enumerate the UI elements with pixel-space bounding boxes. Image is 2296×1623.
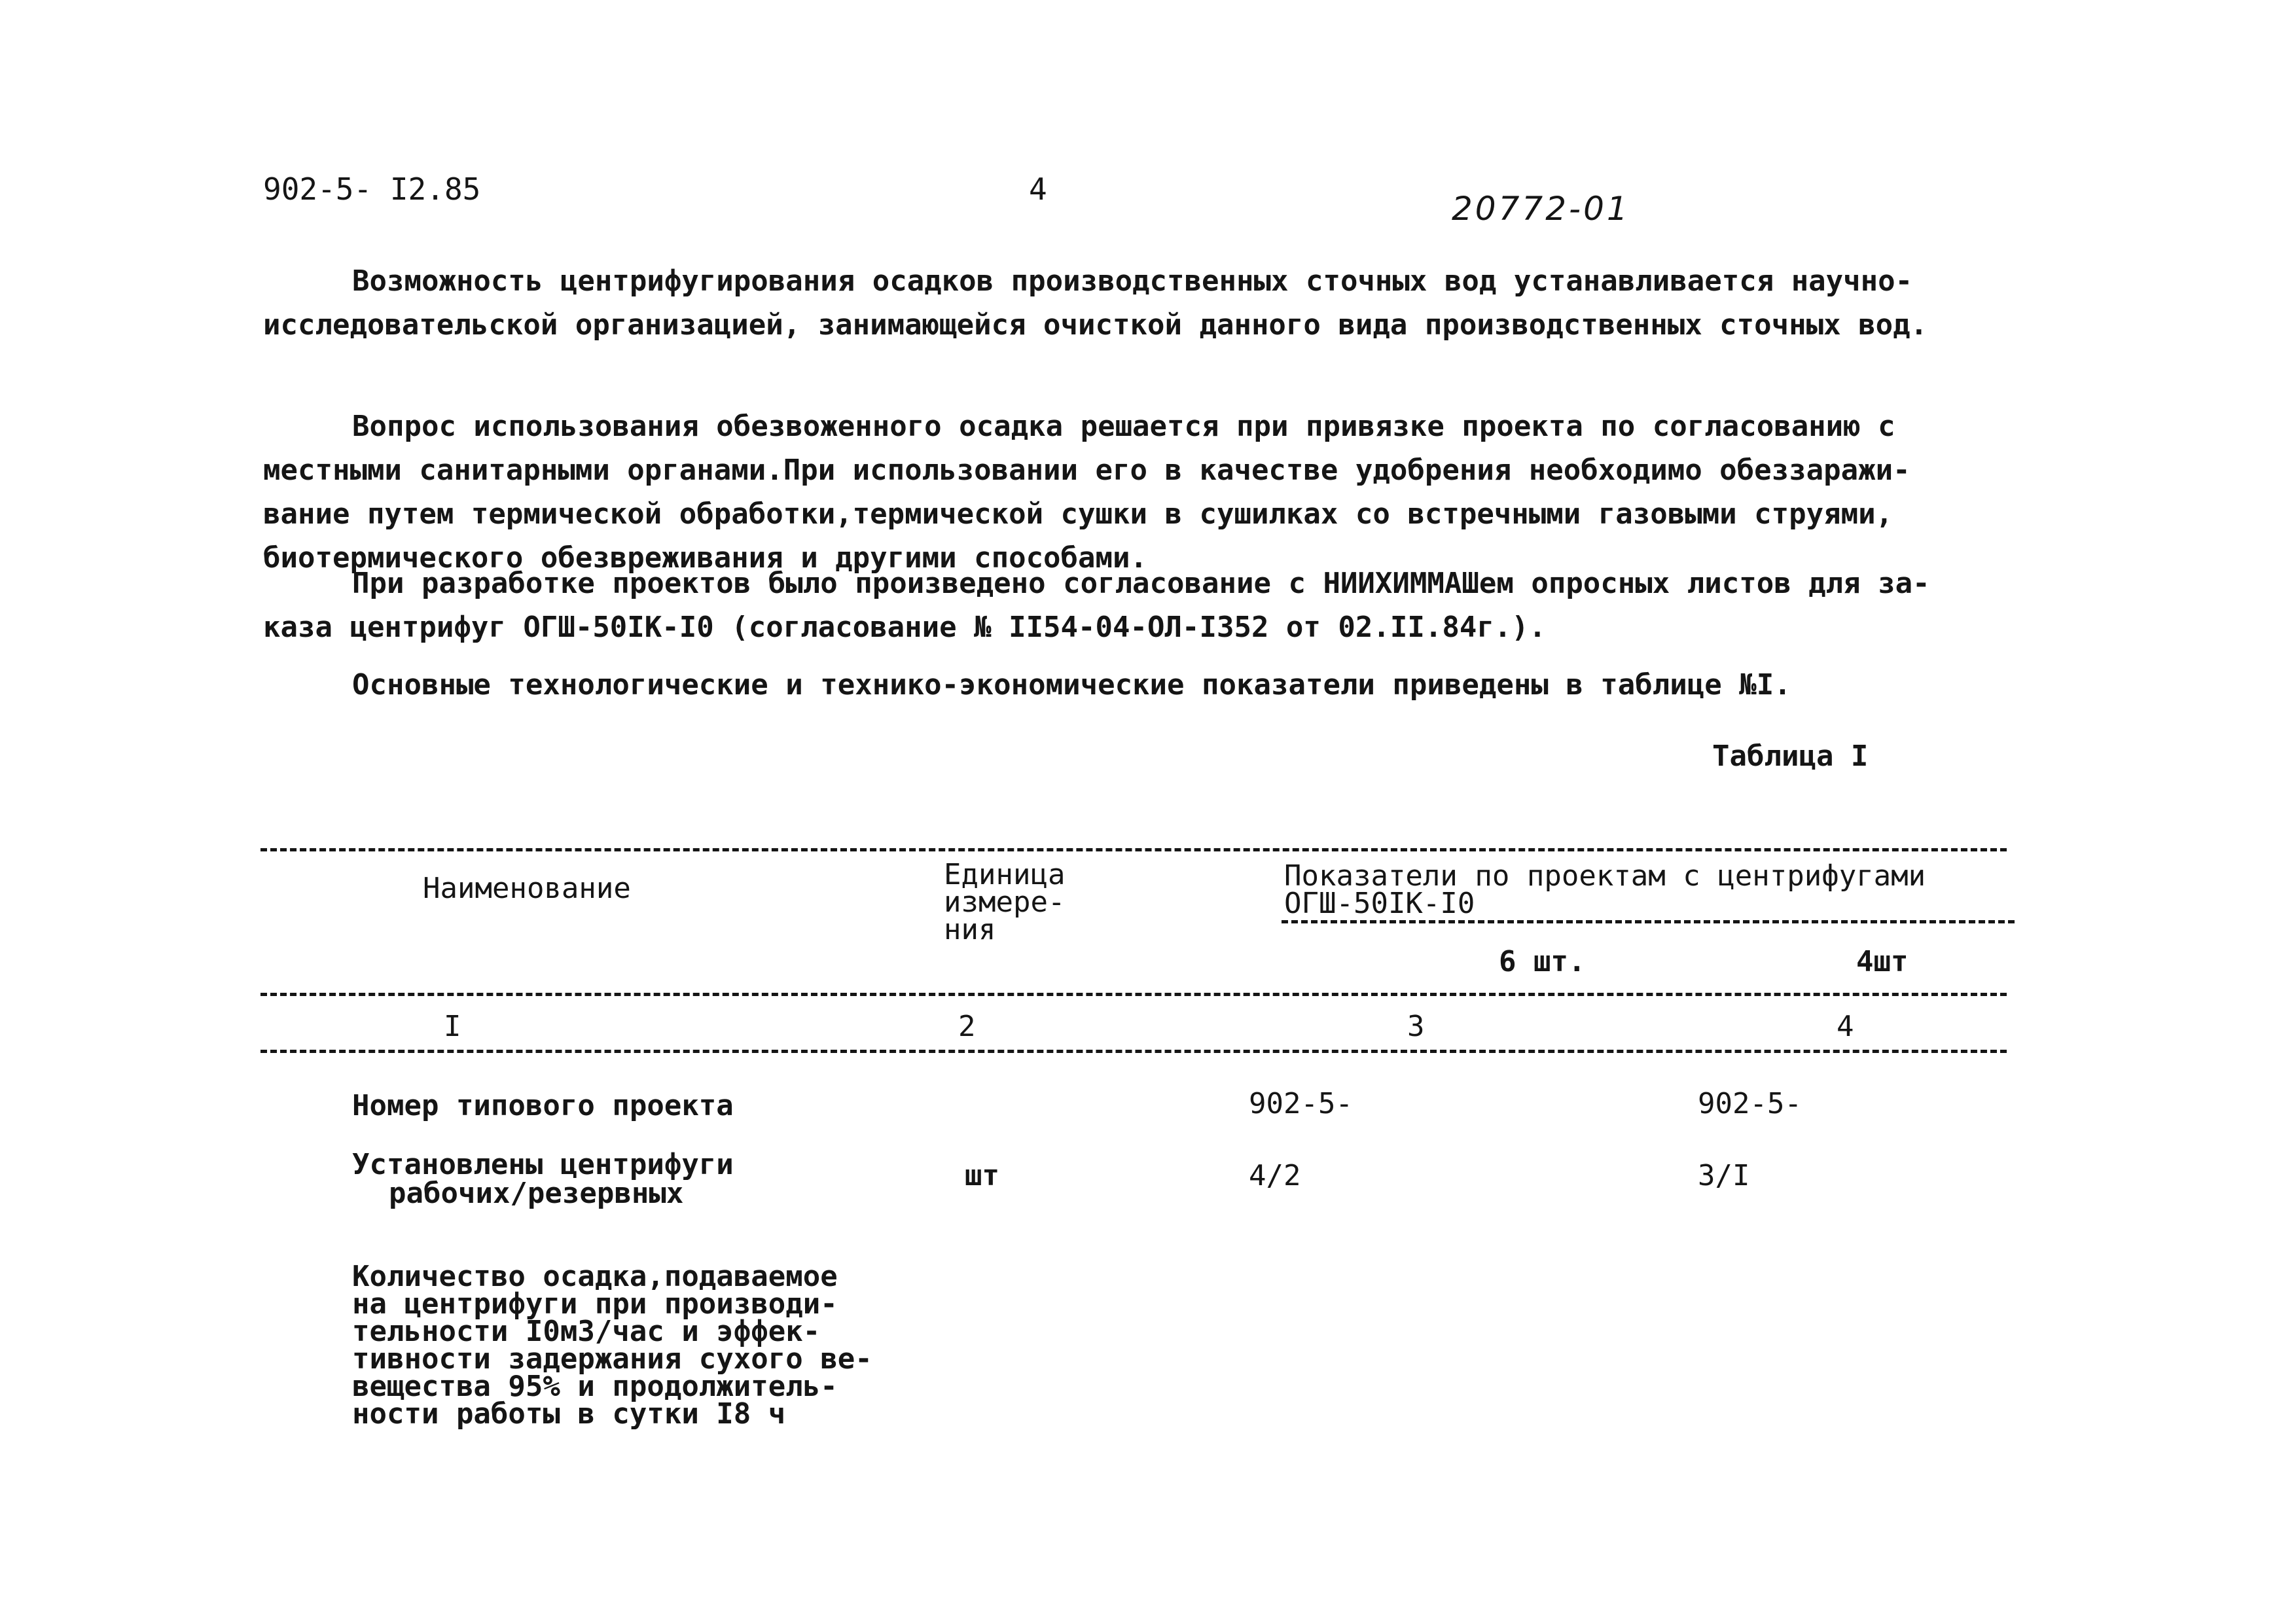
table-rule-numbers-bottom bbox=[260, 1050, 2007, 1053]
header-group: Показатели по проектам с центрифугами ОГШ-50IК-I0 bbox=[1284, 859, 1926, 920]
paragraph-3-rest: каза центрифуг ОГШ-50IК-I0 (согласование № II54-04-ОЛ-I352 от 02.II.84г.). bbox=[263, 611, 1547, 644]
paragraph-2-rest: местными санитарными органами.При использовании его в качестве удобрения необходимо обеззаражи- вание путем термической обработки,термической сушки в сушилках со встречными газовыми струями, биотермического обезвреживания и другими способами. bbox=[263, 454, 1910, 575]
column-number-4: 4 bbox=[1837, 1010, 1854, 1043]
column-number-3: 3 bbox=[1407, 1010, 1425, 1043]
row-3-name-text: Количество осадка,подаваемое на центрифуги при производи- тельности I0м3/час и эффек- тивности задержания сухого ве- вещества 95% и продолжитель- ности работы в сутки I8 ч bbox=[352, 1260, 872, 1431]
table-row-1-col4: 902-5- bbox=[1698, 1087, 1802, 1120]
table-rule-group bbox=[1282, 920, 2015, 923]
paragraph-2 bbox=[263, 361, 2004, 580]
header-4-units: 4шт bbox=[1856, 945, 1909, 978]
table-row-2-col4: 3/I bbox=[1698, 1159, 1750, 1192]
document-code: 902-5- I2.85 bbox=[263, 171, 481, 207]
row-1-name-text: Номер типового проекта bbox=[352, 1089, 734, 1122]
table-caption: Таблица I bbox=[1712, 740, 1869, 773]
column-number-2: 2 bbox=[958, 1010, 976, 1043]
paragraph-4-first-line: Основные технологические и технико-экономические показатели приведены в таблице №I. bbox=[352, 668, 1791, 702]
paragraph-3-first-line: При разработке проектов было произведено согласование с НИИХИММАШем опросных листов для за- bbox=[352, 567, 1930, 600]
header-6-units: 6 шт. bbox=[1499, 945, 1586, 978]
paragraph-1-rest: исследовательской организацией, занимающейся очисткой данного вида производственных сточных вод. bbox=[263, 308, 1928, 342]
table-row-1-name bbox=[352, 1089, 734, 1122]
paragraph-4 bbox=[263, 663, 2004, 707]
paragraph-1 bbox=[263, 259, 2004, 347]
column-number-1: I bbox=[444, 1010, 461, 1043]
paragraph-1-first-line: Возможность центрифугирования осадков производственных сточных вод устанавливается научно- bbox=[352, 264, 1913, 298]
page-number: 4 bbox=[1029, 171, 1047, 207]
row-2-name-rest: рабочих/резервных bbox=[389, 1177, 684, 1210]
paragraph-2-first-line: Вопрос использования обезвоженного осадка решается при привязке проекта по согласованию с bbox=[352, 410, 1895, 443]
table-row-2-name bbox=[352, 1150, 734, 1208]
handwritten-stamp-number: 20772-01 bbox=[1452, 190, 1630, 228]
table-row-3-name bbox=[352, 1236, 872, 1431]
table-row-2-unit: шт bbox=[965, 1159, 999, 1192]
table-rule-top bbox=[260, 848, 2007, 851]
table-row-2-col3: 4/2 bbox=[1249, 1159, 1301, 1192]
header-name: Наименование bbox=[423, 872, 631, 905]
header-unit: Единица измере- ния bbox=[944, 858, 1066, 946]
row-2-name-first: Установлены центрифуги bbox=[352, 1148, 734, 1181]
table-rule-header-bottom bbox=[260, 993, 2007, 996]
paragraph-3 bbox=[263, 562, 2004, 649]
table-row-1-col3: 902-5- bbox=[1249, 1087, 1353, 1120]
